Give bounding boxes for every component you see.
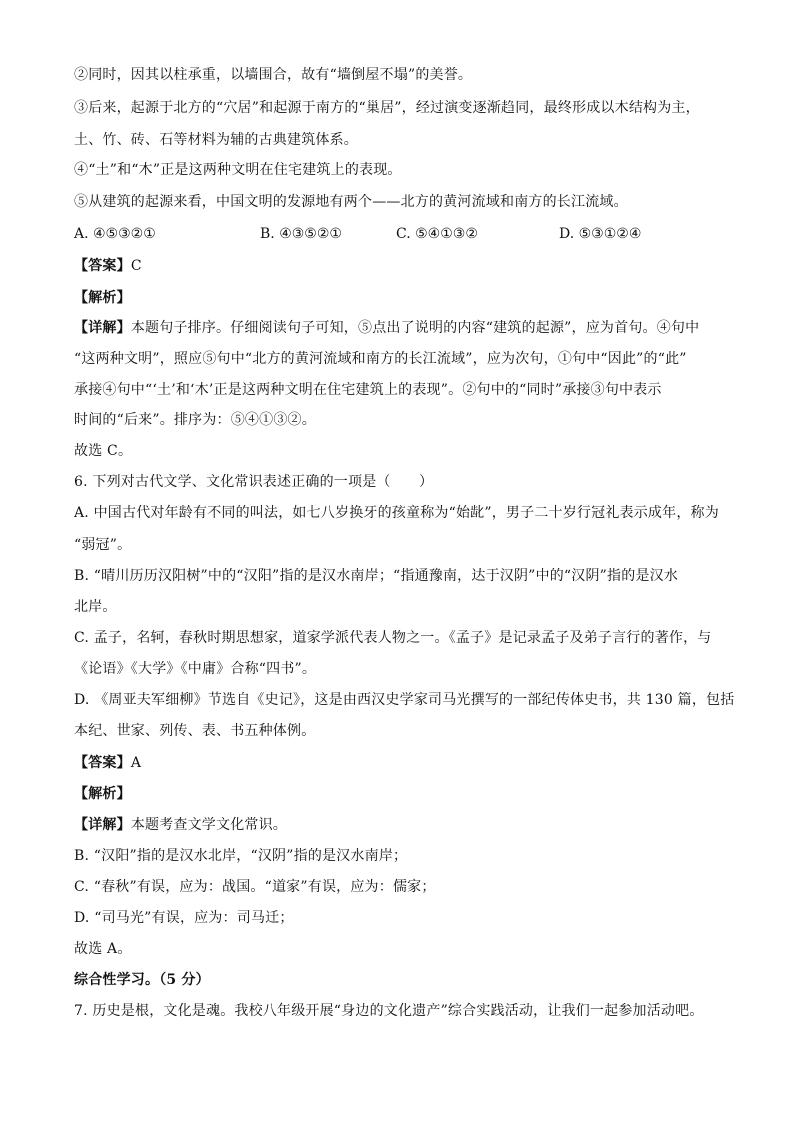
q5-sentence-3-line-1: ③后来，起源于北方的“穴居”和起源于南方的“巢居”，经过演变逐渐趋同，最终形成以木结构为主， [74,100,700,116]
q7-stem: 7. 历史是根，文化是魂。我校八年级开展“身边的文化遗产”综合实践活动，让我们一起参加活动吧。 [74,1003,704,1019]
q6-option-b-line-1: B. “晴川历历汉阳树”中的“汉阳”指的是汉水南岸；“指通豫南，达于汉阴”中的“汉阴”指的是汉水 [74,568,679,584]
q5-detail-line-3: 承接④句中“‘土’和‘木’正是这两种文明在住宅建筑上的表现”。②句中的“同时”承接③句中表示 [74,382,662,398]
q5-answer [74,256,142,276]
q6-option-c-line-2: 《论语》《大学》《中庸》合称“四书”。 [74,661,317,677]
q6-note-d: D. “司马光”有误，应为：司马迁； [74,910,294,926]
q5-conclusion: 故选 C。 [74,443,133,459]
q6-option-b-line-2: 北岸。 [74,599,117,615]
answer-value: C [130,258,142,274]
answer-tag: 【答案】 [74,258,131,274]
q5-option-c: C. ⑤④①③② [396,226,478,242]
q5-sentence-4: ④“土”和“木”正是这两种文明在住宅建筑上的表现。 [74,162,402,178]
q6-option-d-line-2: 本纪、世家、列传、表、书五种体例。 [74,723,316,739]
q6-detail-line-1 [74,815,287,835]
q5-sentence-2: ②同时，因其以柱承重，以墙围合，故有“墙倒屋不塌”的美誉。 [74,67,473,83]
q5-sentence-3-line-2: 土、竹、砖、石等材料为辅的古典建筑体系。 [74,132,358,148]
section-title: 综合性学习。（5 分） [74,972,210,988]
q6-option-c-line-1: C. 孟子，名轲，春秋时期思想家，道家学派代表人物之一。《孟子》是记录孟子及弟子言行的著作，与 [74,630,712,646]
q6-conclusion: 故选 A。 [74,941,132,957]
detail-text: 本题句子排序。仔细阅读句子可知，⑤点出了说明的内容“建筑的起源”，应为首句。④句中 [130,320,700,336]
q6-option-d-line-1: D. 《周亚夫军细柳》节选自《史记》，这是由西汉史学家司马光撰写的一部纪传体史书，共 130 篇，包括 [74,692,735,708]
q5-option-d: D. ⑤③①②④ [559,226,642,242]
q6-note-b: B. “汉阳”指的是汉水北岸，“汉阴”指的是汉水南岸； [74,848,408,864]
q5-option-b: B. ④③⑤②① [260,226,342,242]
answer-tag: 【答案】 [74,755,131,771]
q6-option-a-line-1: A. 中国古代对年龄有不同的叫法，如七八岁换牙的孩童称为“始龀”，男子二十岁行冠礼表示成年，称为 [74,505,719,521]
q6-answer [74,753,141,773]
q5-detail-line-2: “这两种文明”，照应⑤句中“北方的黄河流域和南方的长江流域”，应为次句，①句中“因此”的“此” [74,351,687,367]
q5-analysis-tag: 【解析】 [74,290,131,306]
detail-text: 本题考查文学文化常识。 [130,817,288,833]
q6-option-a-line-2: “弱冠”。 [74,537,132,553]
q5-detail-line-1 [74,318,699,338]
answer-value: A [130,755,142,771]
detail-tag: 【详解】 [74,320,131,336]
q6-stem: 6. 下列对古代文学、文化常识表述正确的一项是（ ） [74,474,434,490]
q6-note-c: C. “春秋”有误，应为：战国。“道家”有误，应为：儒家； [74,879,436,895]
q5-sentence-5: ⑤从建筑的起源来看，中国文明的发源地有两个——北方的黄河流域和南方的长江流域。 [74,194,628,210]
q6-analysis-tag: 【解析】 [74,786,131,802]
detail-tag: 【详解】 [74,817,131,833]
q5-option-a: A. ④⑤③②① [74,226,156,242]
q5-detail-line-4: 时间的“后来”。排序为：⑤④①③②。 [74,412,316,428]
